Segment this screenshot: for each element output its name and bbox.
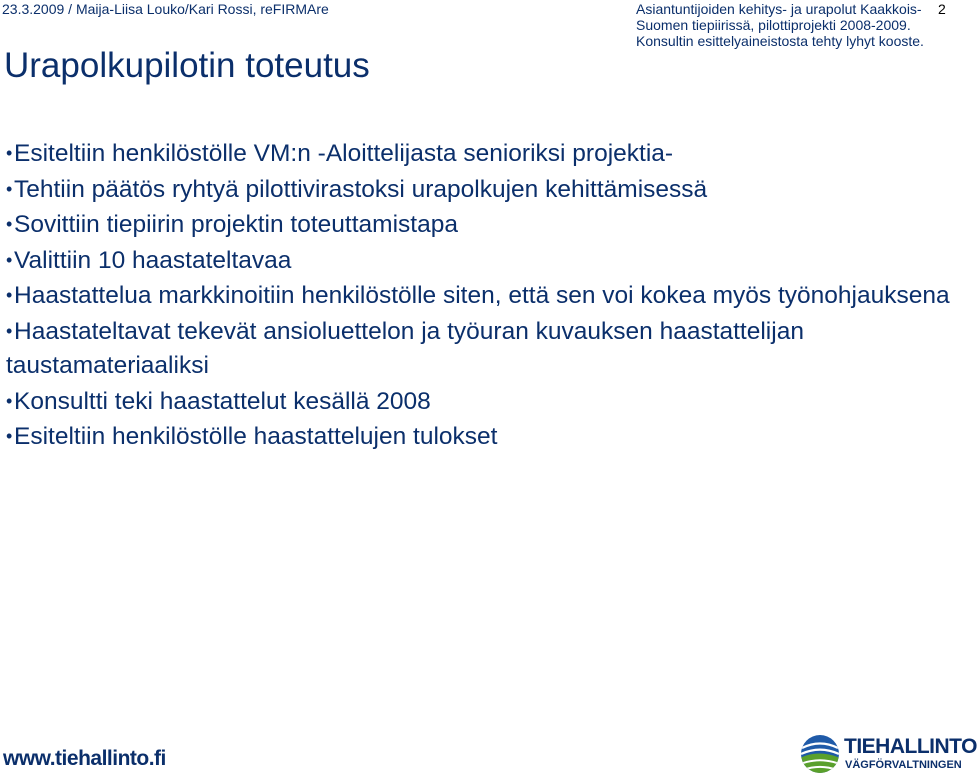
bullet-text: Valittiin 10 haastateltavaa — [14, 246, 292, 274]
bullet-item — [6, 419, 956, 455]
bullet-dot-icon: • — [6, 214, 13, 234]
header-right-line: Suomen tiepiirissä, pilottiprojekti 2008-2009. — [636, 17, 911, 33]
header-right-text — [636, 1, 924, 49]
header-right-line: Asiantuntijoiden kehitys- ja urapolut Kaakkois- — [636, 1, 922, 17]
bullet-text: Konsultti teki haastattelut kesällä 2008 — [14, 387, 431, 415]
footer-url: www.tiehallinto.fi — [3, 747, 166, 770]
bullet-text: Tehtiin päätös ryhtyä pilottivirastoksi urapolkujen kehittämisessä — [14, 175, 708, 203]
logo-subtitle: VÄGFÖRVALTNINGEN — [845, 759, 962, 771]
bullet-text: Esiteltiin henkilöstölle VM:n -Aloittelijasta senioriksi projektia- — [14, 140, 674, 167]
bullet-dot-icon: • — [6, 426, 13, 446]
tiehallinto-globe-icon — [800, 734, 840, 774]
bullet-item — [6, 243, 956, 279]
header-right-line: Konsultin esittelyaineistosta tehty lyhyt kooste. — [636, 33, 924, 49]
bullet-dot-icon: • — [6, 178, 13, 199]
logo-name: TIEHALLINTO — [844, 735, 977, 758]
bullet-dot-icon: • — [6, 249, 13, 270]
page-number: 2 — [938, 1, 946, 17]
bullet-dot-icon: • — [6, 320, 13, 341]
header-left-text: 23.3.2009 / Maija-Liisa Louko/Kari Rossi, reFIRMAre — [2, 1, 329, 17]
bullet-dot-icon: • — [6, 285, 13, 305]
bullet-item — [6, 314, 956, 384]
bullet-dot-icon: • — [6, 390, 13, 411]
bullet-list — [6, 136, 956, 455]
bullet-text: Esiteltiin henkilöstölle haastattelujen tulokset — [14, 423, 498, 450]
bullet-item — [6, 384, 956, 420]
bullet-dot-icon: • — [6, 143, 13, 163]
bullet-item — [6, 207, 956, 243]
tiehallinto-logo — [800, 734, 977, 774]
slide-title: Urapolkupilotin toteutus — [4, 46, 370, 85]
bullet-text: Sovittiin tiepiirin projektin toteuttamistapa — [14, 211, 458, 238]
bullet-item — [6, 172, 956, 208]
bullet-item — [6, 136, 956, 172]
bullet-text: Haastattelua markkinoitiin henkilöstölle siten, että sen voi kokea myös työnohjauksena — [14, 282, 950, 309]
bullet-item — [6, 278, 956, 314]
bullet-text: Haastateltavat tekevät ansioluettelon ja työuran kuvauksen haastattelijan taustamateriaaliksi — [6, 317, 804, 379]
